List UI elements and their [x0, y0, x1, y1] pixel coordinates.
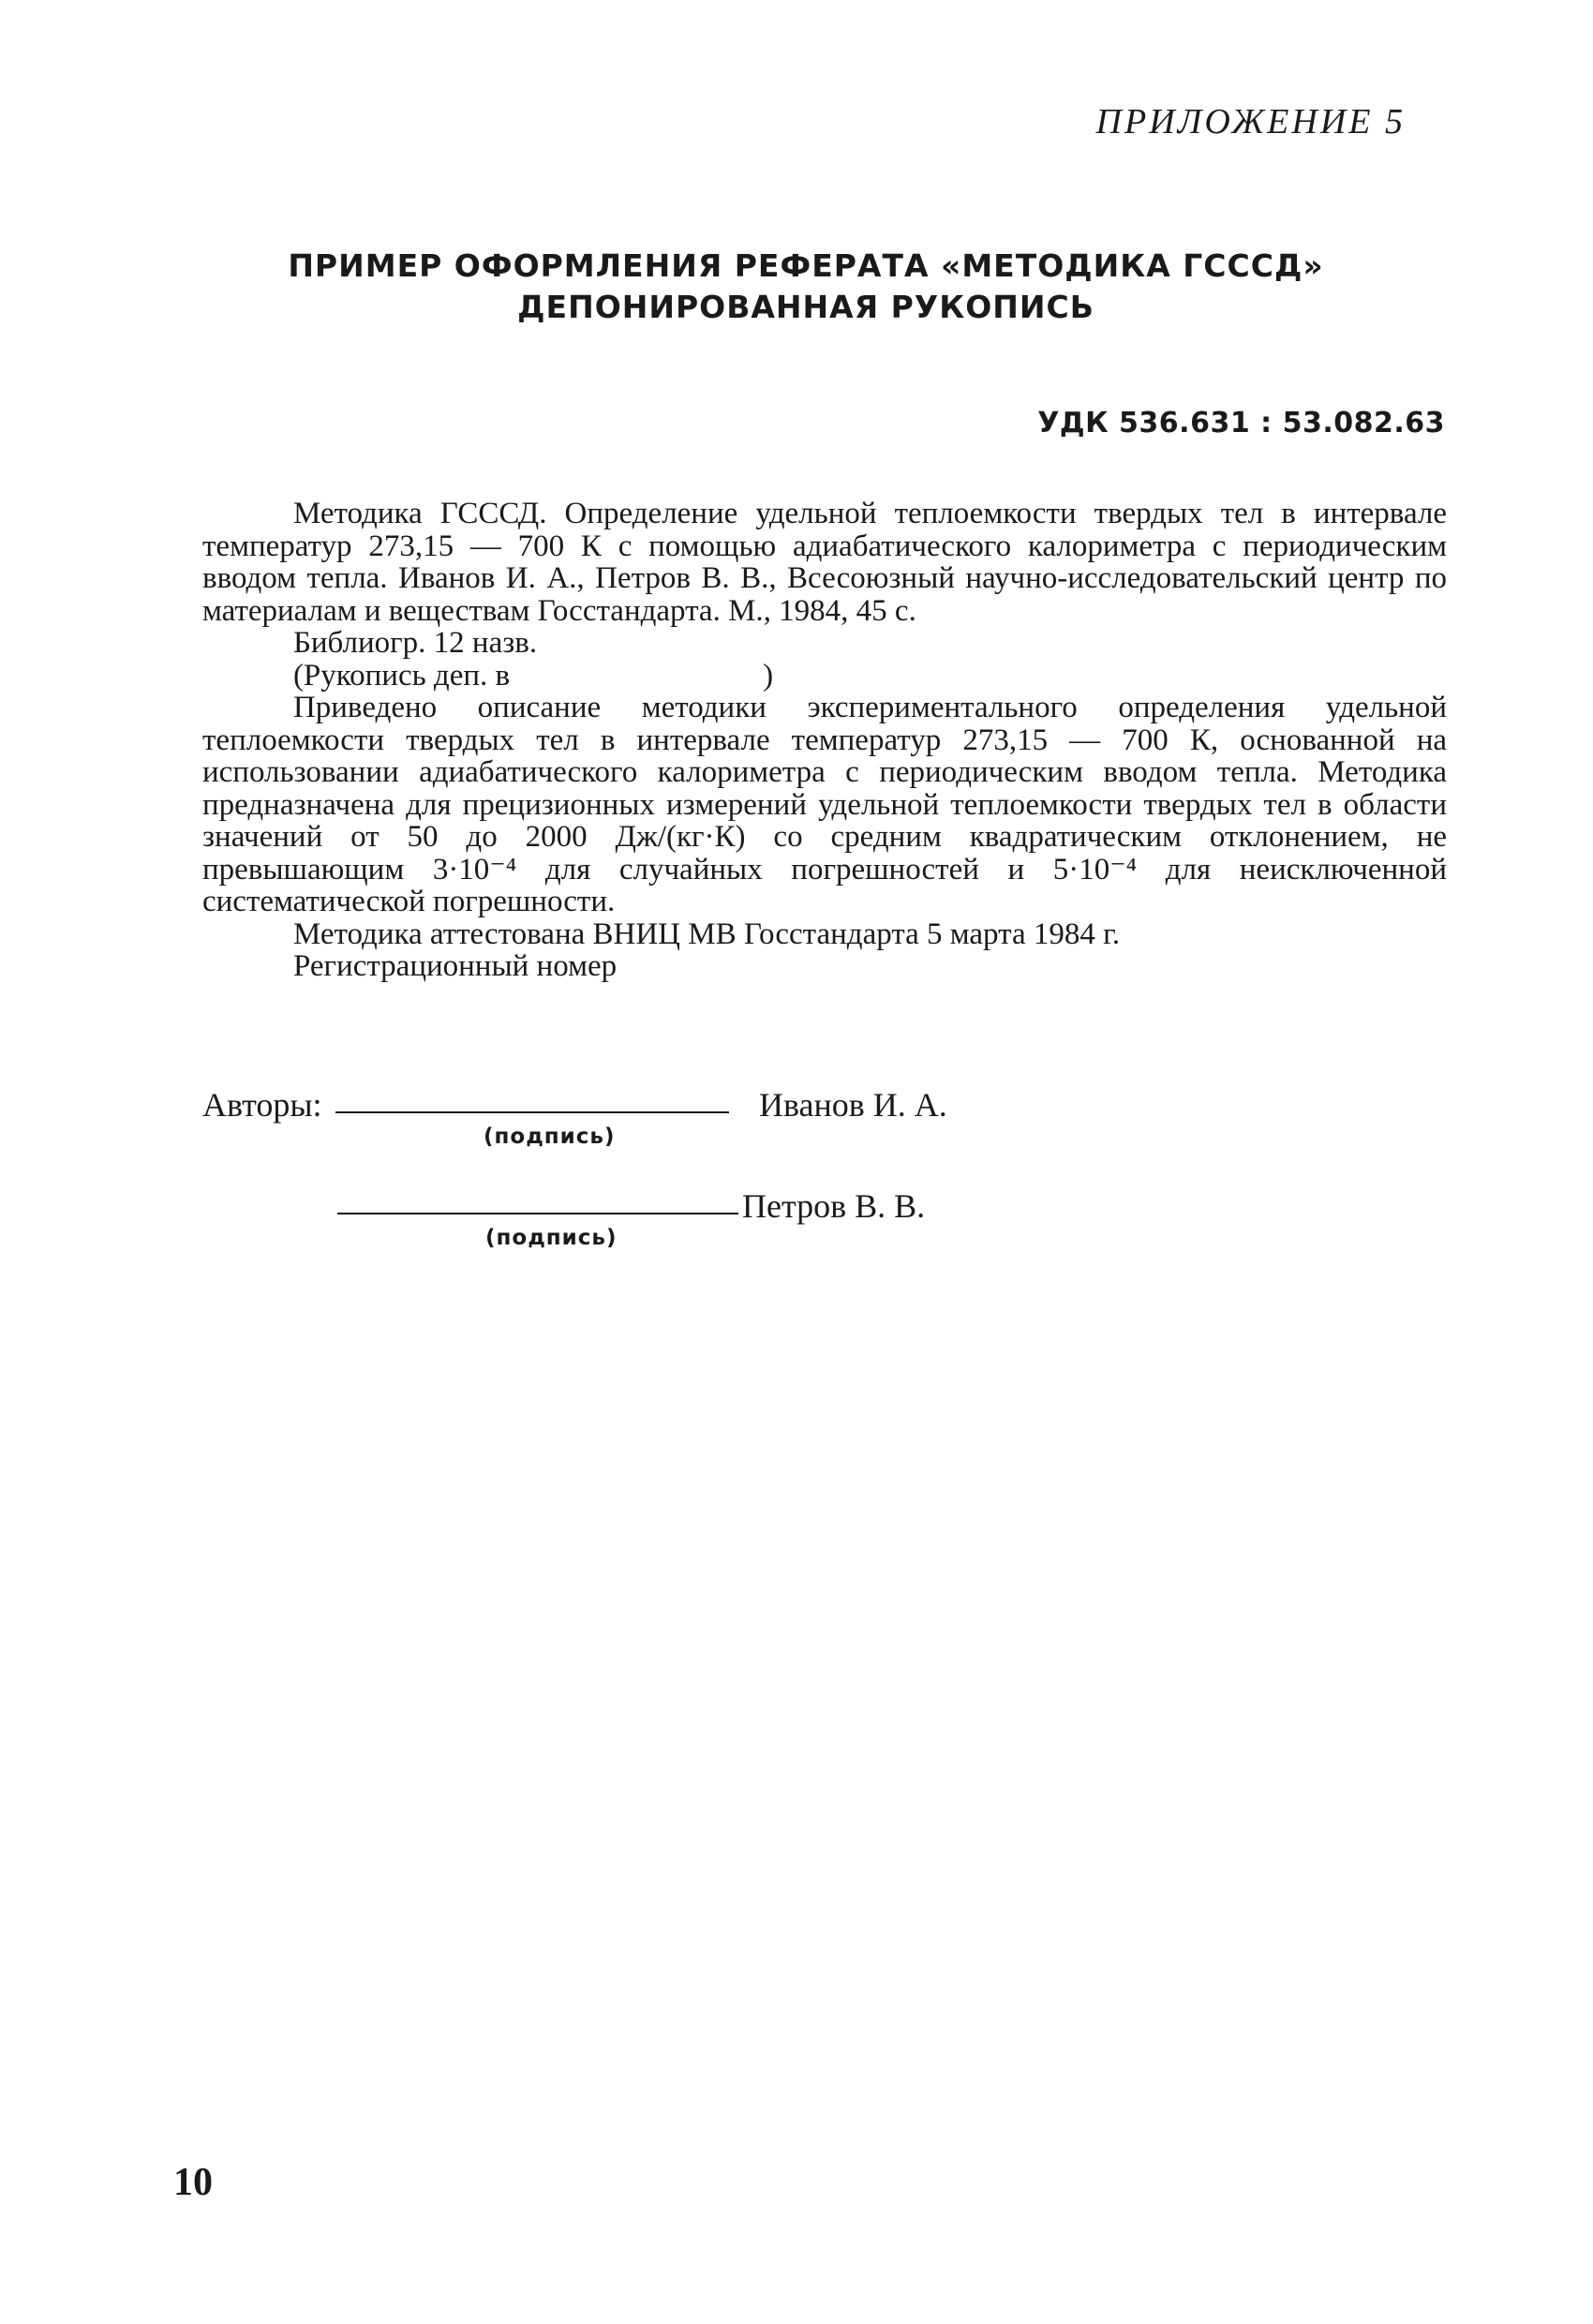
author-name-1: Иванов И. А.: [759, 1086, 947, 1124]
bibliography-line: Библиогр. 12 назв.: [292, 626, 538, 660]
page-number: 10: [173, 2161, 213, 2204]
appendix-heading: ПРИЛОЖЕНИЕ 5: [1095, 102, 1406, 142]
signature-line-2: [337, 1213, 738, 1214]
manuscript-deposit-line: [202, 660, 1447, 693]
signature-caption-1: (подпись): [484, 1125, 616, 1149]
signature-line-1: [335, 1111, 729, 1113]
udc-code: УДК 536.631 : 53.082.63: [1037, 407, 1445, 439]
title-line-2: ДЕПОНИРОВАННАЯ РУКОПИСЬ: [517, 289, 1094, 325]
document-title: [0, 246, 1593, 328]
authors-label: Авторы:: [202, 1086, 322, 1124]
manuscript-open: (Рукопись деп. в: [292, 658, 511, 693]
manuscript-close: ): [763, 658, 774, 693]
description-paragraph: Приведено описание методики экспериментального определения удельной теплоемкости твердых тел в интервале температур 273,15 — 700 К, основанной на использовании адиабатического калориметра с периодическим вводом тепла. Методика предназначена для прецизионных измерений удельной теплоемкости твердых тел в области значений от 50 до 2000 Дж/(кг·К) со средним квадратическим отклонением, не превышающим 3·10⁻⁴ для случайных погрешностей и 5·10⁻⁴ для неисключенной систематической погрешности.: [202, 691, 1447, 918]
citation-paragraph: Методика ГСССД. Определение удельной теплоемкости твердых тел в интервале температур 273,15 — 700 К с помощью адиабатического калориметра с периодическим вводом тепла. Иванов И. А., Петров В. В., Всесоюзный научно-исследовательский центр по материалам и веществам Госстандарта. М., 1984, 45 с.: [202, 497, 1447, 628]
title-line-1: ПРИМЕР ОФОРМЛЕНИЯ РЕФЕРАТА «МЕТОДИКА ГСССД»: [288, 247, 1324, 284]
abstract-body: [202, 498, 1447, 983]
certification-line: Методика аттестована ВНИЦ МВ Госстандарта 5 марта 1984 г.: [292, 916, 1121, 951]
signature-caption-2: (подпись): [485, 1226, 618, 1250]
registration-line: Регистрационный номер: [292, 949, 618, 983]
author-name-2: Петров В. В.: [742, 1187, 926, 1225]
